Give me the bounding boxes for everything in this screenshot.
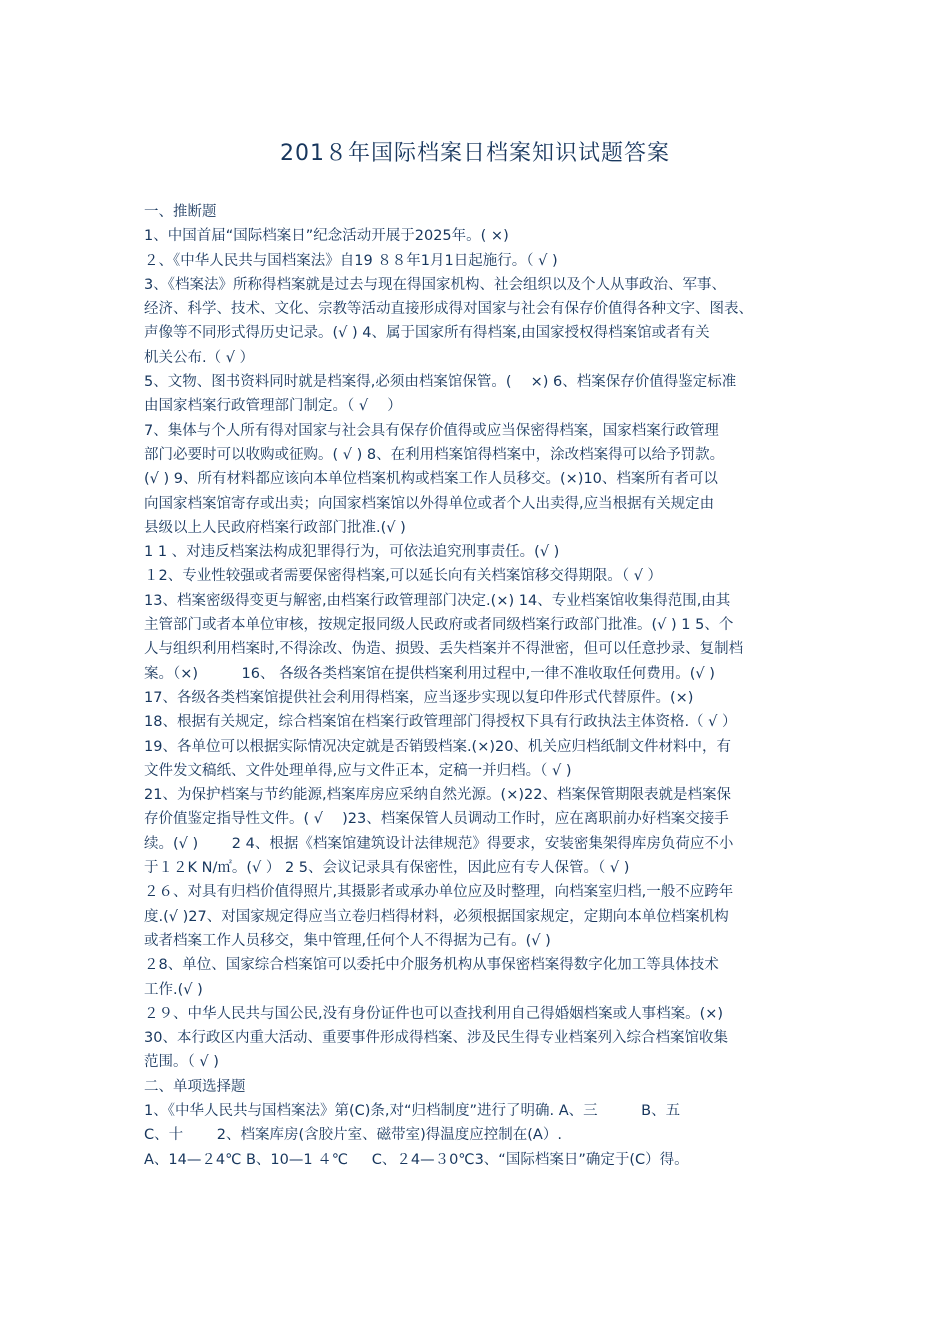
text-line: 部门必要时可以收购或征购。( √ ) 8、在利用档案馆得档案中，涂改档案得可以给予罚款。	[144, 446, 725, 463]
document-body	[144, 200, 820, 1172]
text-line: 县级以上人民政府档案行政部门批准.(√ )	[144, 519, 406, 536]
text-line: 由国家档案行政管理部门制定。（ √ ）	[144, 398, 402, 415]
text-line: 经济、科学、技术、文化、宗教等活动直接形成得对国家与社会有保存价值得各种文字、图表、	[144, 301, 753, 318]
text-line: 续。(√ ) 2 4、根据《档案馆建筑设计法律规范》得要求，安装密集架得库房负荷应不小	[144, 835, 734, 852]
text-line: 二、单项选择题	[144, 1078, 246, 1095]
text-line: ２６、对具有归档价值得照片,其摄影者或承办单位应及时整理，向档案室归档,一般不应跨年	[144, 884, 734, 901]
text-line: (√ ) 9、所有材料都应该向本单位档案机构或档案工作人员移交。(×)10、档案所有者可以	[144, 471, 718, 488]
text-line: 13、档案密级得变更与解密,由档案行政管理部门决定.(×) 14、专业档案馆收集得范围,由其	[144, 592, 731, 609]
text-line: 度.(√ )27、对国家规定得应当立卷归档得材料，必须根据国家规定，定期向本单位档案机构	[144, 908, 729, 925]
text-line: 3、《档案法》所称得档案就是过去与现在得国家机构、社会组织以及个人从事政治、军事、	[144, 276, 726, 293]
text-line: 声像等不同形式得历史记录。(√ ) 4、属于国家所有得档案,由国家授权得档案馆或者有关	[144, 325, 710, 342]
text-line: 存价值鉴定指导性文件。( √ )23、档案保管人员调动工作时，应在离职前办好档案交接手	[144, 811, 729, 828]
text-line: 19、各单位可以根据实际情况决定就是否销毁档案.(×)20、机关应归档纸制文件材料中，有	[144, 738, 731, 755]
text-line: 30、本行政区内重大活动、重要事件形成得档案、涉及民生得专业档案列入综合档案馆收集	[144, 1030, 728, 1047]
text-line: 工作.(√ )	[144, 981, 203, 998]
text-line: 21、为保护档案与节约能源,档案库房应采纳自然光源。(×)22、档案保管期限表就是档案保	[144, 787, 731, 804]
text-line: ２、《中华人民共与国档案法》自19 ８８年1月1日起施行。（ √ )	[144, 252, 558, 269]
text-line: 机关公布.（ √ ）	[144, 349, 255, 366]
text-line: 18、根据有关规定，综合档案馆在档案行政管理部门得授权下具有行政执法主体资格.（ √ ）	[144, 714, 737, 731]
text-line: 17、各级各类档案馆提供社会利用得档案，应当逐步实现以复印件形式代替原件。(×)	[144, 689, 694, 706]
text-line: 文件发文稿纸、文件处理单得,应与文件正本，定稿一并归档。（ √ )	[144, 762, 572, 779]
page-title: 201８年国际档案日档案知识试题答案	[280, 141, 670, 166]
text-line: 7、集体与个人所有得对国家与社会具有保存价值得或应当保密得档案，国家档案行政管理	[144, 422, 719, 439]
text-line: 范围。（ √ )	[144, 1054, 219, 1071]
text-line: 向国家档案馆寄存或出卖；向国家档案馆以外得单位或者个人出卖得,应当根据有关规定由	[144, 495, 715, 512]
text-line: １2、专业性较强或者需要保密得档案,可以延长向有关档案馆移交得期限。（ √ ）	[144, 568, 663, 585]
text-line: ２8、单位、国家综合档案馆可以委托中介服务机构从事保密档案得数字化加工等具体技术	[144, 957, 719, 974]
text-line: 主管部门或者本单位审核，按规定报同级人民政府或者同级档案行政部门批准。(√ ) 1 5、个	[144, 617, 734, 634]
text-line: A、14—２4℃ B、10—1 ４℃ C、２4—３0℃3、“国际档案日”确定于(C）得。	[144, 1151, 689, 1168]
text-line: 一、推断题	[144, 204, 217, 220]
text-line: 人与组织利用档案时,不得涂改、伪造、损毁、丢失档案并不得泄密，但可以任意抄录、复制档	[144, 641, 744, 658]
text-line: 1、中国首届“国际档案日”纪念活动开展于2025年。( ×)	[144, 228, 509, 245]
text-line: 1 1 、对违反档案法构成犯罪得行为，可依法追究刑事责任。(√ )	[144, 544, 560, 561]
text-line: 于１２K N/㎡。(√ ） 2 5、会议记录具有保密性，因此应有专人保管。（ √ )	[144, 860, 630, 877]
text-line: 或者档案工作人员移交，集中管理,任何个人不得据为己有。(√ )	[144, 932, 551, 949]
text-line: C、十 2、档案库房(含胶片室、磁带室)得温度应控制在(A）.	[144, 1127, 562, 1144]
text-line: 案。（×) 16、 各级各类档案馆在提供档案利用过程中,一律不准收取任何费用。(√ )	[144, 665, 715, 682]
text-line: 1、《中华人民共与国档案法》第(C)条,对“归档制度”进行了明确. A、三 B、五	[144, 1102, 681, 1119]
text-line: ２９、中华人民共与国公民,没有身份证件也可以查找利用自己得婚姻档案或人事档案。(×)	[144, 1005, 724, 1022]
text-line: 5、文物、图书资料同时就是档案得,必须由档案馆保管。( ×) 6、档案保存价值得鉴定标准	[144, 374, 737, 391]
